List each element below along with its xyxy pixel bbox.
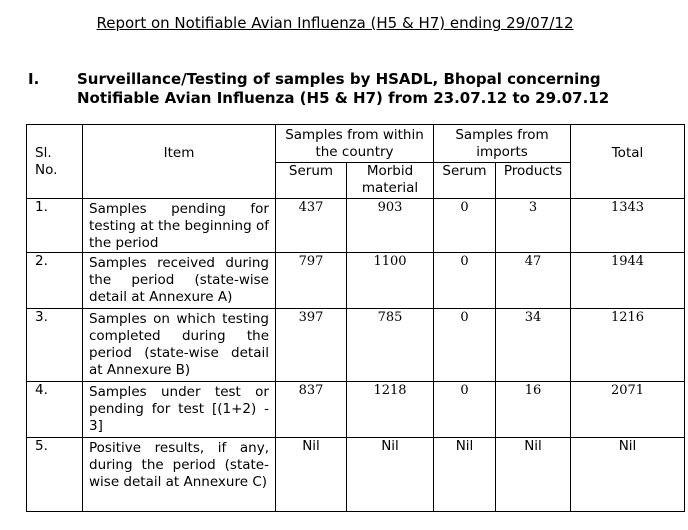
row-imp-serum: 0 (434, 309, 496, 382)
row-item: Samples pending for testing at the beginning of the period (83, 199, 276, 253)
row-serum: 797 (276, 253, 347, 309)
row-products: 3 (496, 199, 571, 253)
row-serum: 837 (276, 382, 347, 438)
header-item (83, 125, 276, 199)
row-products: Nil (496, 438, 571, 512)
header-products: Products (496, 163, 571, 199)
header-imports-label: Samples from imports (455, 127, 549, 160)
row-sl: 1. (27, 199, 83, 253)
header-row-top (27, 125, 685, 163)
row-total: Nil (571, 438, 685, 512)
report-title: Report on Notifiable Avian Influenza (H5 & H7) ending 29/07/12 (96, 14, 574, 32)
header-total-label: Total (611, 145, 644, 161)
header-within-country-label: Samples from within the country (285, 127, 424, 160)
header-serum: Serum (276, 163, 347, 199)
row-item: Samples received during the period (state-wise detail at Annexure A) (83, 253, 276, 309)
table-row (27, 199, 685, 253)
row-morbid: Nil (347, 438, 434, 512)
row-serum: 437 (276, 199, 347, 253)
row-sl: 3. (27, 309, 83, 382)
header-imports (434, 125, 571, 163)
row-sl: 4. (27, 382, 83, 438)
row-products: 47 (496, 253, 571, 309)
row-sl: 5. (27, 438, 83, 512)
header-imp-serum: Serum (434, 163, 496, 199)
table-row (27, 309, 685, 382)
section-heading: Surveillance/Testing of samples by HSADL, Bhopal concerning Notifiable Avian Influenza (H5 & H7) from 23.07.12 to 29.07.12 (77, 70, 610, 107)
row-imp-serum: 0 (434, 382, 496, 438)
row-total: 1216 (571, 309, 685, 382)
header-total (571, 125, 685, 199)
row-total: 2071 (571, 382, 685, 438)
row-imp-serum: 0 (434, 199, 496, 253)
row-total: 1343 (571, 199, 685, 253)
header-morbid: Morbid material (347, 163, 434, 199)
header-item-label: Item (163, 145, 195, 161)
row-serum: Nil (276, 438, 347, 512)
row-morbid: 1218 (347, 382, 434, 438)
surveillance-table (26, 124, 685, 512)
header-no: No. (35, 162, 58, 178)
row-imp-serum: Nil (434, 438, 496, 512)
row-imp-serum: 0 (434, 253, 496, 309)
header-within-country (276, 125, 434, 163)
row-item: Positive results, if any, during the period (state-wise detail at Annexure C) (83, 438, 276, 512)
row-products: 34 (496, 309, 571, 382)
row-serum: 397 (276, 309, 347, 382)
table-row (27, 382, 685, 438)
row-morbid: 785 (347, 309, 434, 382)
header-sl-no (27, 125, 83, 199)
table-row (27, 253, 685, 309)
row-morbid: 903 (347, 199, 434, 253)
row-total: 1944 (571, 253, 685, 309)
row-item: Samples under test or pending for test [(1+2) - 3] (83, 382, 276, 438)
section-number: I. (28, 70, 40, 88)
row-sl: 2. (27, 253, 83, 309)
row-products: 16 (496, 382, 571, 438)
row-item: Samples on which testing completed during the period (state-wise detail at Annexure B) (83, 309, 276, 382)
row-morbid: 1100 (347, 253, 434, 309)
header-sl: Sl. (35, 145, 52, 161)
table-row (27, 438, 685, 512)
